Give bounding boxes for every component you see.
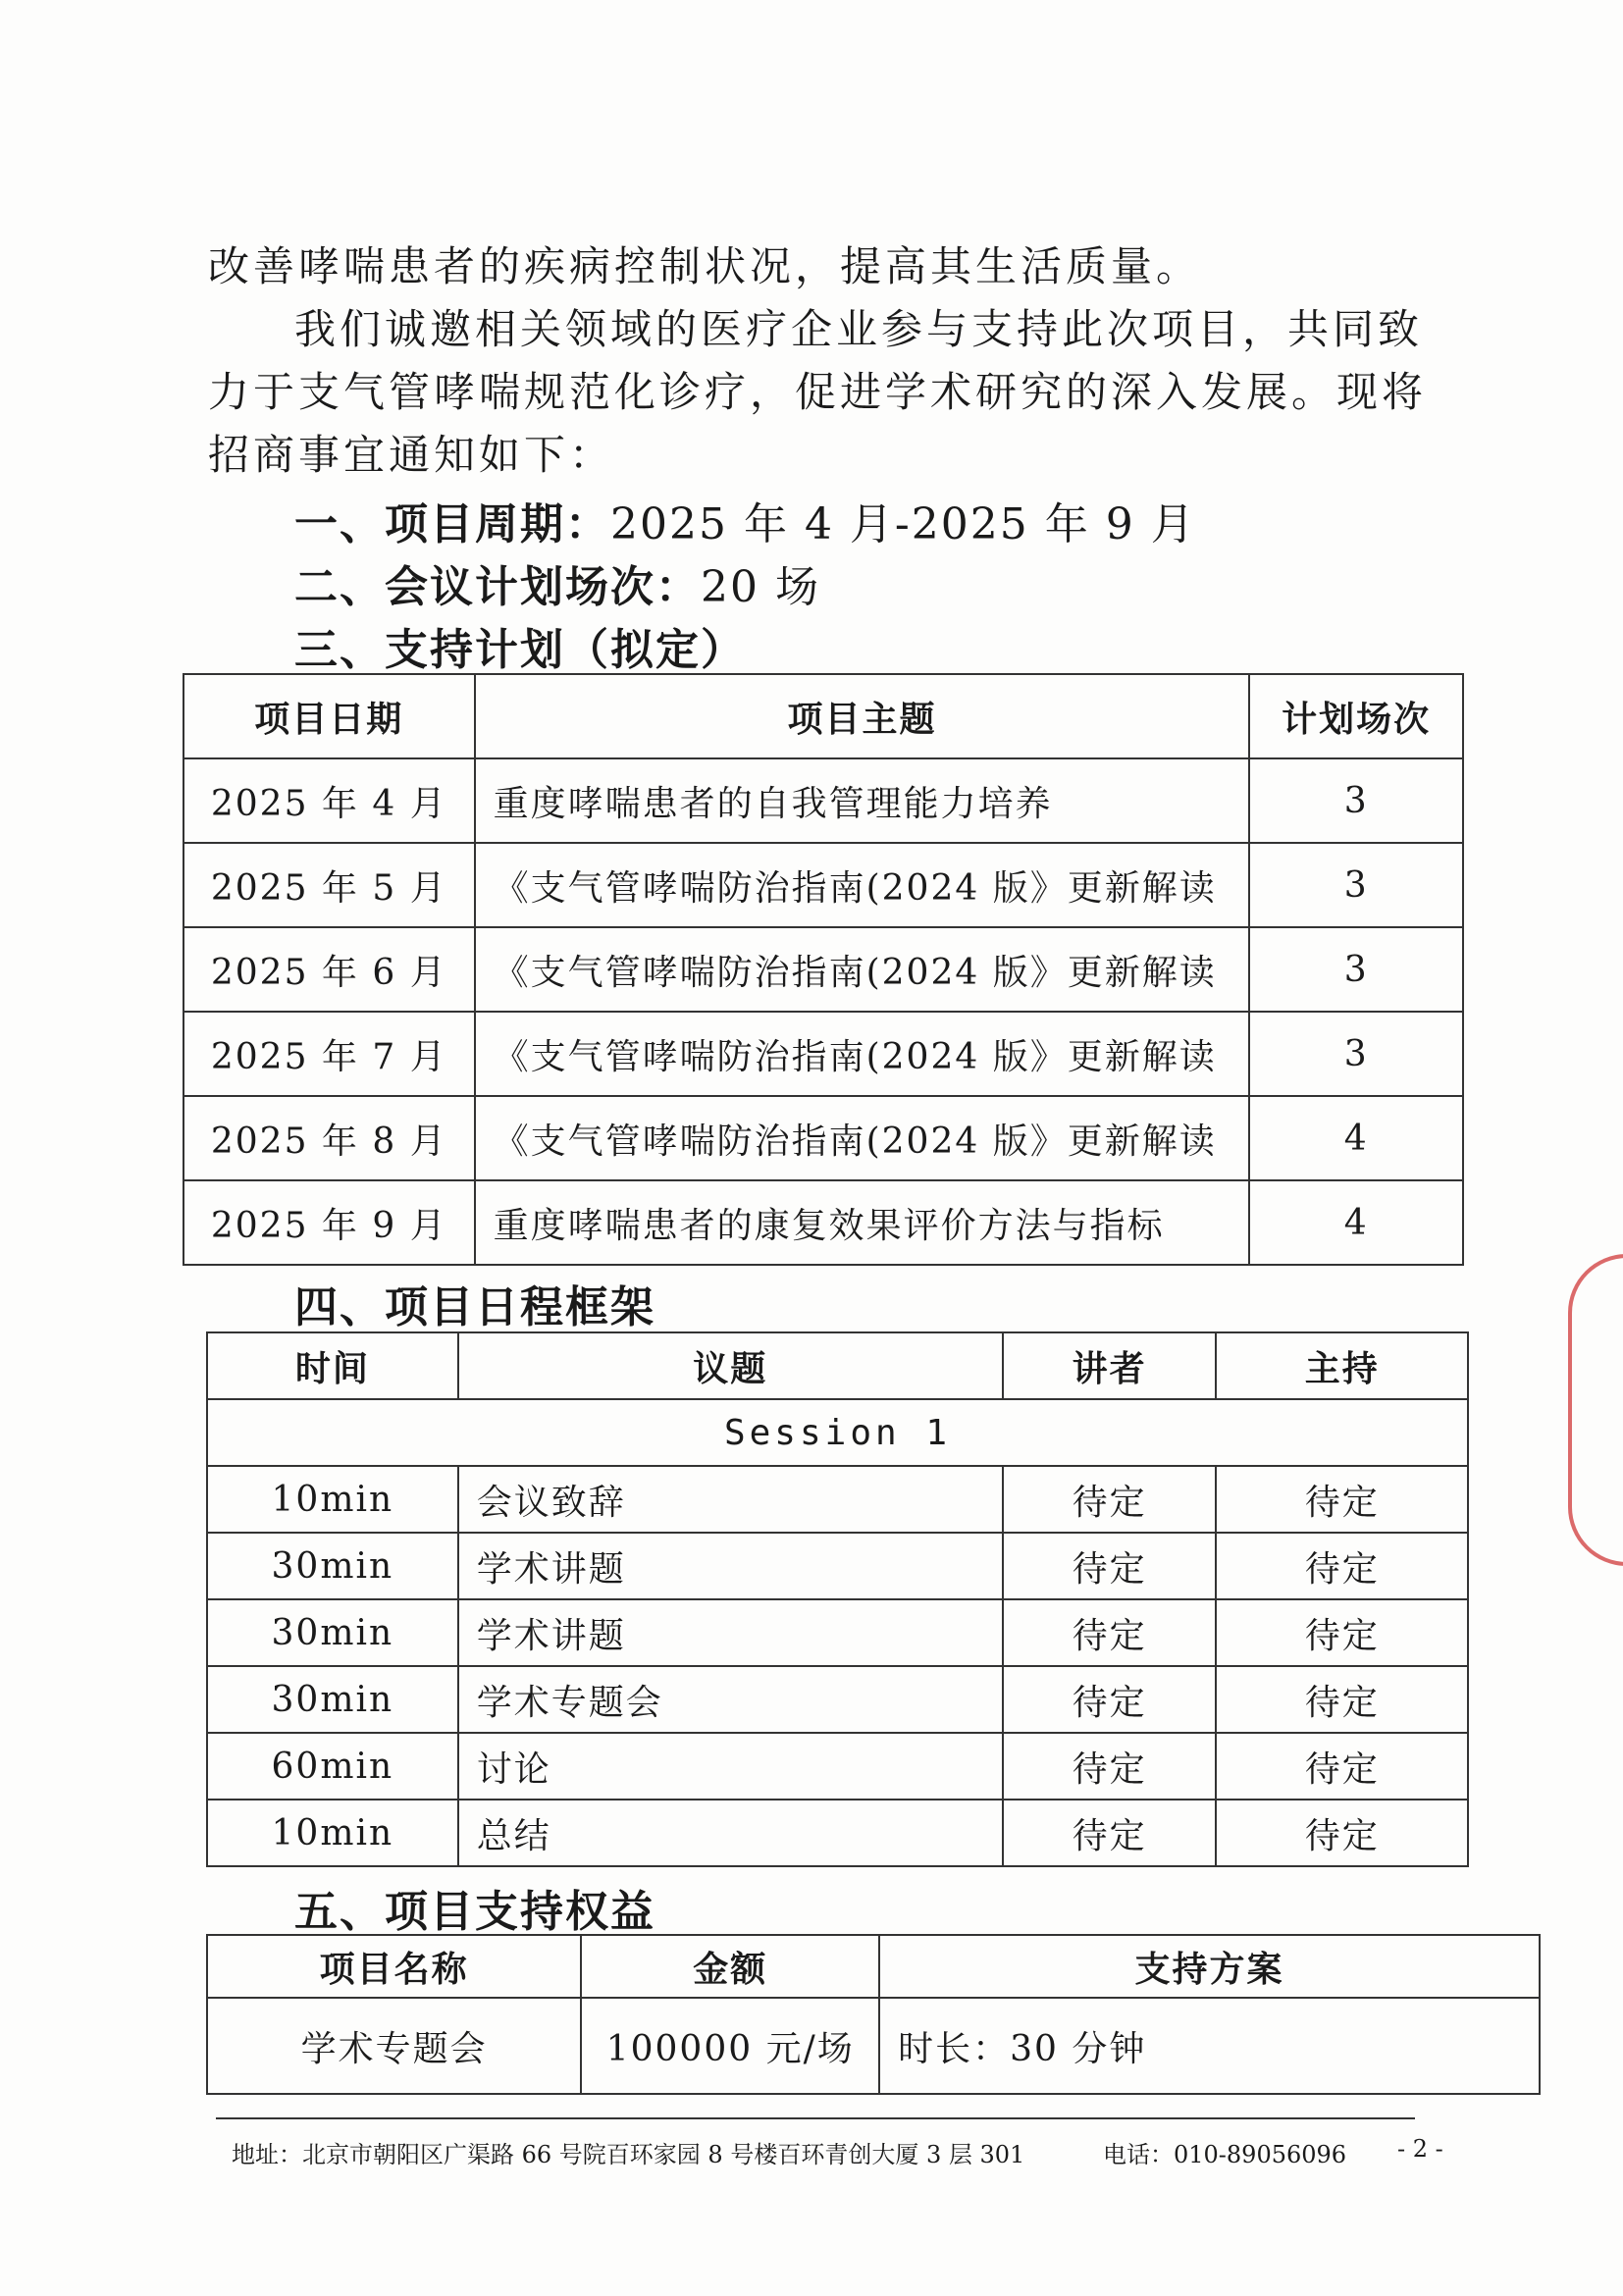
plan-date: 2025 年 9 月	[183, 1180, 475, 1265]
benefit-header-name: 项目名称	[207, 1935, 581, 1998]
schedule-header-speaker: 讲者	[1003, 1332, 1217, 1399]
section-meetings-label: 二、会议计划场次：	[294, 562, 701, 612]
plan-count: 3	[1249, 927, 1463, 1012]
schedule-host: 待定	[1216, 1666, 1468, 1733]
plan-date: 2025 年 6 月	[183, 927, 475, 1012]
schedule-host: 待定	[1216, 1800, 1468, 1866]
plan-count: 4	[1249, 1096, 1463, 1180]
section-benefit-heading: 五、项目支持权益	[294, 1887, 655, 1937]
plan-header-count: 计划场次	[1249, 674, 1463, 758]
schedule-speaker: 待定	[1003, 1733, 1217, 1800]
benefit-amount: 100000 元/场	[581, 1998, 879, 2094]
table-row	[183, 1012, 1463, 1096]
footer-phone: 电话：010-89056096	[1103, 2141, 1347, 2168]
plan-topic: 《支气管哮喘防治指南(2024 版》更新解读	[475, 843, 1250, 927]
section-period-label: 一、项目周期：	[294, 499, 610, 549]
plan-header-date: 项目日期	[183, 674, 475, 758]
schedule-header-host: 主持	[1216, 1332, 1468, 1399]
session-row	[207, 1399, 1468, 1466]
section-period	[294, 489, 1196, 551]
table-row	[207, 1800, 1468, 1866]
schedule-table	[206, 1331, 1469, 1867]
section-plan-heading: 三、支持计划（拟定）	[294, 625, 746, 675]
plan-topic: 《支气管哮喘防治指南(2024 版》更新解读	[475, 927, 1250, 1012]
section-period-value: 2025 年 4 月-2025 年 9 月	[610, 499, 1196, 549]
schedule-header-topic: 议题	[458, 1332, 1003, 1399]
section-schedule-heading: 四、项目日程框架	[294, 1282, 655, 1332]
plan-date: 2025 年 8 月	[183, 1096, 475, 1180]
plan-count: 3	[1249, 1012, 1463, 1096]
table-row	[207, 1998, 1540, 2094]
schedule-topic: 学术专题会	[458, 1666, 1003, 1733]
benefit-table-header	[207, 1935, 1540, 1998]
schedule-speaker: 待定	[1003, 1599, 1217, 1666]
plan-count: 4	[1249, 1180, 1463, 1265]
table-row	[183, 758, 1463, 843]
schedule-time: 30min	[207, 1666, 458, 1733]
table-row	[183, 927, 1463, 1012]
table-row	[207, 1733, 1468, 1800]
schedule-host: 待定	[1216, 1733, 1468, 1800]
schedule-topic: 学术讲题	[458, 1599, 1003, 1666]
session-label: Session 1	[207, 1399, 1468, 1466]
benefit-header-amount: 金额	[581, 1935, 879, 1998]
plan-date: 2025 年 5 月	[183, 843, 475, 927]
schedule-speaker: 待定	[1003, 1466, 1217, 1533]
schedule-time: 10min	[207, 1466, 458, 1533]
footer-address: 地址：北京市朝阳区广渠路 66 号院百环家园 8 号楼百环青创大厦 3 层 301	[232, 2141, 1025, 2168]
schedule-header-time: 时间	[207, 1332, 458, 1399]
plan-topic: 重度哮喘患者的自我管理能力培养	[475, 758, 1250, 843]
benefit-table	[206, 1934, 1541, 2095]
table-row	[183, 1096, 1463, 1180]
plan-topic: 《支气管哮喘防治指南(2024 版》更新解读	[475, 1096, 1250, 1180]
schedule-topic: 学术讲题	[458, 1533, 1003, 1599]
schedule-host: 待定	[1216, 1599, 1468, 1666]
schedule-topic: 讨论	[458, 1733, 1003, 1800]
plan-topic: 《支气管哮喘防治指南(2024 版》更新解读	[475, 1012, 1250, 1096]
schedule-host: 待定	[1216, 1466, 1468, 1533]
intro-paragraph: 我们诚邀相关领域的医疗企业参与支持此次项目，共同致力于支气管哮喘规范化诊疗，促进学术研究的深入发展。现将招商事宜通知如下：	[208, 305, 1428, 479]
schedule-topic: 会议致辞	[458, 1466, 1003, 1533]
schedule-time: 10min	[207, 1800, 458, 1866]
table-row	[207, 1466, 1468, 1533]
plan-count: 3	[1249, 758, 1463, 843]
schedule-time: 30min	[207, 1533, 458, 1599]
intro-line: 改善哮喘患者的疾病控制状况，提高其生活质量。	[208, 242, 1202, 290]
plan-table	[183, 673, 1464, 1266]
plan-count: 3	[1249, 843, 1463, 927]
table-row	[207, 1533, 1468, 1599]
benefit-header-plan: 支持方案	[879, 1935, 1540, 1998]
table-row	[207, 1599, 1468, 1666]
schedule-speaker: 待定	[1003, 1533, 1217, 1599]
page-number: - 2 -	[1397, 2135, 1443, 2163]
footer-divider	[216, 2117, 1415, 2119]
plan-header-topic: 项目主题	[475, 674, 1250, 758]
plan-date: 2025 年 4 月	[183, 758, 475, 843]
schedule-time: 60min	[207, 1733, 458, 1800]
schedule-table-header	[207, 1332, 1468, 1399]
schedule-speaker: 待定	[1003, 1800, 1217, 1866]
section-meetings-value: 20 场	[701, 562, 820, 612]
benefit-plan: 时长：30 分钟	[879, 1998, 1540, 2094]
table-row	[207, 1666, 1468, 1733]
schedule-speaker: 待定	[1003, 1666, 1217, 1733]
plan-topic: 重度哮喘患者的康复效果评价方法与指标	[475, 1180, 1250, 1265]
plan-table-header	[183, 674, 1463, 758]
table-row	[183, 1180, 1463, 1265]
schedule-host: 待定	[1216, 1533, 1468, 1599]
plan-date: 2025 年 7 月	[183, 1012, 475, 1096]
seal-stamp	[1568, 1254, 1623, 1566]
section-meetings	[294, 551, 820, 614]
schedule-topic: 总结	[458, 1800, 1003, 1866]
benefit-name: 学术专题会	[207, 1998, 581, 2094]
schedule-time: 30min	[207, 1599, 458, 1666]
table-row	[183, 843, 1463, 927]
